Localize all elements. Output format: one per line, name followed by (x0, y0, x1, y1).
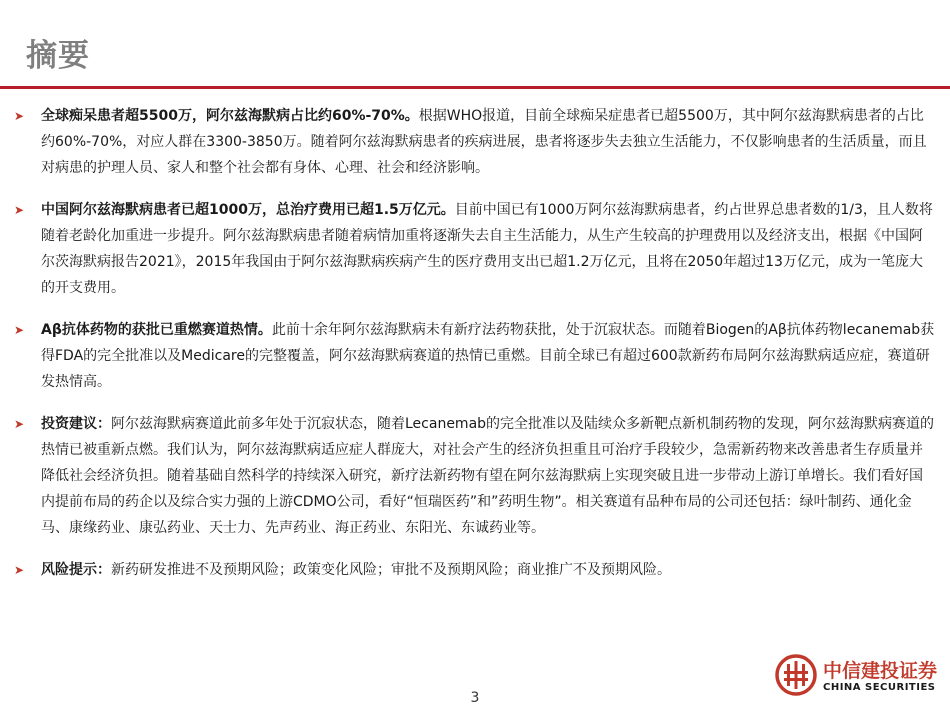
arrow-bullet-icon: ➤ (14, 323, 25, 337)
summary-item-global (14, 103, 936, 181)
summary-item-lead: 中国阿尔兹海默病患者已超1000万，总治疗费用已超1.5万亿元。 (41, 202, 455, 218)
arrow-bullet-icon: ➤ (14, 203, 25, 217)
china-securities-logo-icon (775, 654, 817, 696)
summary-item-text: 阿尔兹海默病赛道此前多年处于沉寂状态，随着Lecanemab的完全批准以及陆续众多新靶点新机制药物的发现，阿尔兹海默病赛道的热情已被重新点燃。我们认为，阿尔兹海默病适应症人群庞大，对社会产生的经济负担重且可治疗手段较少，急需新药物来改善患者生存质量并降低社会经济负担。随着基础自然科学的持续深入研究，新疗法新药物有望在阿尔兹海默病上实现突破且进一步带动上游订单增长。我们看好国内提前布局的药企以及综合实力强的上游CDMO公司，看好“恒瑞医药”和”药明生物”。相关赛道有品种布局的公司还包括：绿叶制药、通化金马、康缘药业、康弘药业、天士力、先声药业、海正药业、东阳光、东诚药业等。 (41, 416, 935, 536)
summary-item-antibody (14, 317, 936, 395)
summary-item-china (14, 197, 936, 301)
brand-name-cn: 中信建投证券 (823, 660, 938, 682)
summary-content (14, 103, 936, 599)
page-title: 摘要 (26, 38, 90, 74)
summary-item-text: 目前中国已有1000万阿尔兹海默病患者，约占世界总患者数的1/3，且人数将随着老龄化加重进一步提升。阿尔兹海默病患者随着病情加重将逐渐失去自主生活能力，从生产生较高的护理费用以及经济支出，根据《中国阿尔茨海默病报告2021》，2015年我国由于阿尔兹海默病疾病产生的医疗费用支出已超1.2万亿元，且将在2050年超过13万亿元，成为一笔庞大的开支费用。 (41, 202, 933, 296)
summary-item-lead: 风险提示： (41, 562, 111, 578)
arrow-bullet-icon: ➤ (14, 417, 25, 431)
summary-item-risk (14, 557, 936, 583)
summary-item-text: 此前十余年阿尔兹海默病未有新疗法药物获批，处于沉寂状态。而随着Biogen的Aβ抗体药物lecanemab获得FDA的完全批准以及Medicare的完整覆盖，阿尔兹海默病赛道的热情已重燃。目前全球已有超过600款新药布局阿尔兹海默病适应症，赛道研发热情高。 (41, 322, 935, 390)
summary-item-lead: 全球痴呆患者超5500万，阿尔兹海默病占比约60%-70%。 (41, 108, 419, 124)
brand-name-en: CHINA SECURITIES (823, 682, 936, 693)
brand-block (775, 654, 945, 706)
page-footer (0, 650, 950, 713)
page-number: 3 (470, 690, 480, 706)
summary-item-text: 新药研发推进不及预期风险；政策变化风险；审批不及预期风险；商业推广不及预期风险。 (111, 562, 671, 578)
arrow-bullet-icon: ➤ (14, 563, 25, 577)
arrow-bullet-icon: ➤ (14, 109, 25, 123)
summary-item-lead: Aβ抗体药物的获批已重燃赛道热情。 (41, 322, 272, 338)
title-divider (0, 86, 950, 89)
summary-item-lead: 投资建议： (41, 416, 111, 432)
title-bar (0, 0, 950, 88)
summary-item-investment (14, 411, 936, 541)
summary-item-text: 根据WHO报道，目前全球痴呆症患者已超5500万，其中阿尔兹海默病患者的占比约60%-70%，对应人群在3300-3850万。随着阿尔兹海默病患者的疾病进展，患者将逐步失去独立生活能力，不仅影响患者的生活质量，而且对病患的护理人员、家人和整个社会都有身体、心理、社会和经济影响。 (41, 108, 927, 176)
